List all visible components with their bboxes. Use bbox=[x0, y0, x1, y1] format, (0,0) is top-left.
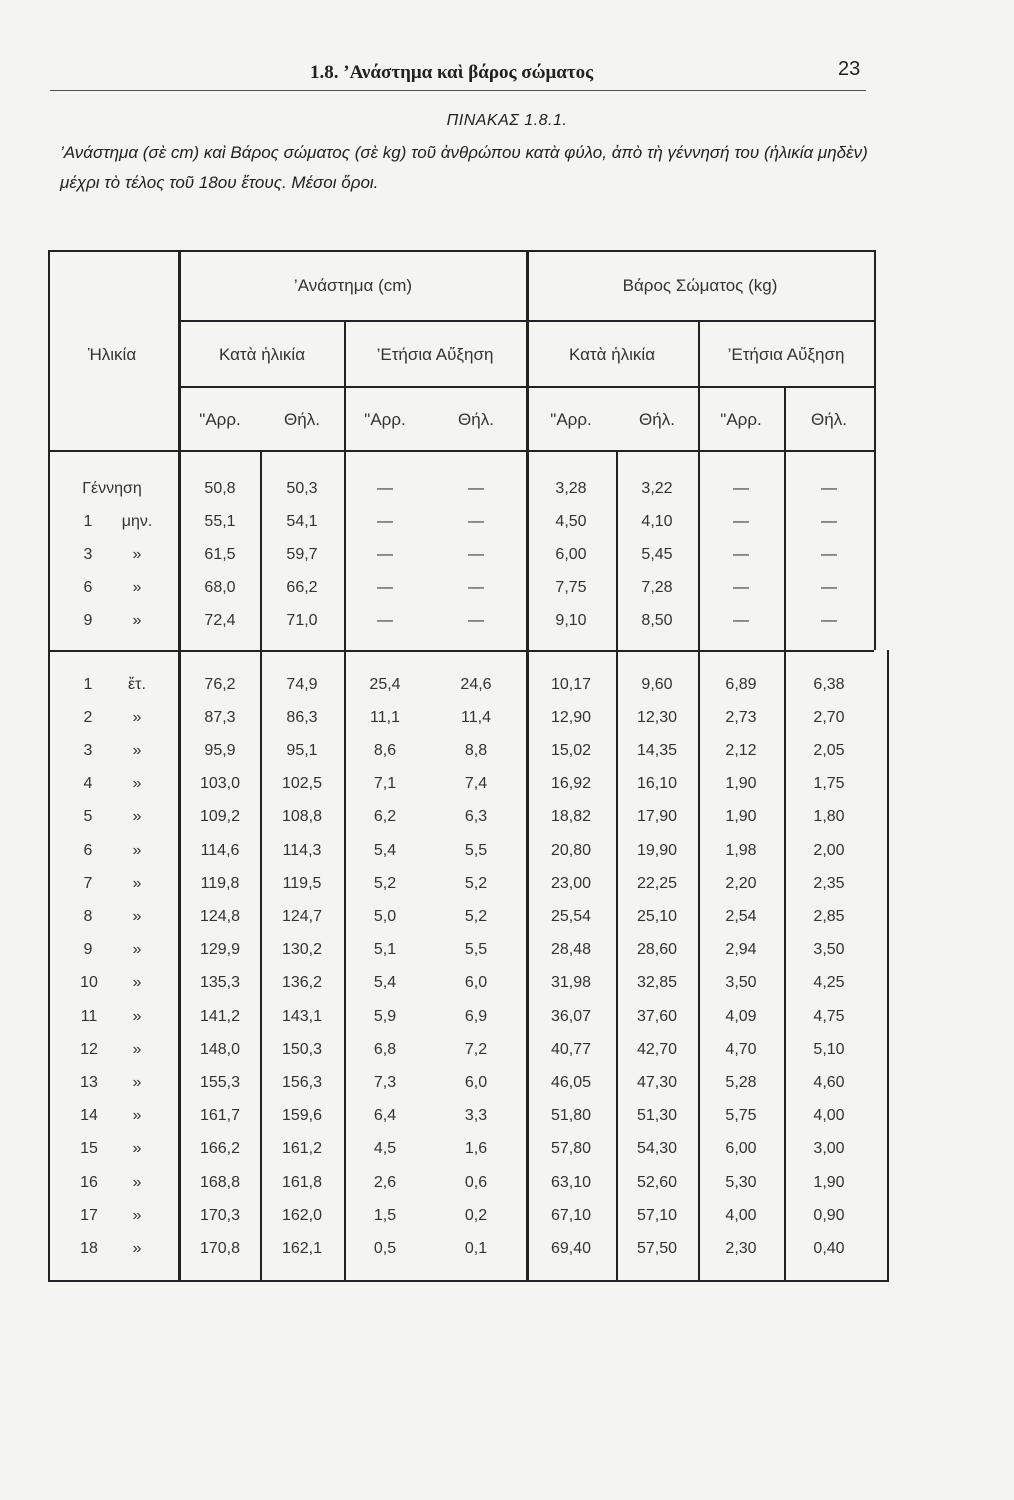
cell-w-f: 8,50 bbox=[641, 611, 673, 629]
cell-hi-f: 5,2 bbox=[464, 907, 488, 925]
cell-unit: » bbox=[132, 708, 142, 726]
cell-h-m: 109,2 bbox=[199, 808, 241, 826]
cell-age: Γέννηση bbox=[82, 479, 142, 497]
cell-hi-m: 5,2 bbox=[373, 874, 397, 892]
cell-age: 13 bbox=[80, 1073, 98, 1091]
cell-wi-m: 2,54 bbox=[725, 907, 757, 925]
cell-w-m: 31,98 bbox=[550, 974, 592, 992]
table-vertical-rule bbox=[616, 450, 618, 1280]
cell-hi-f: 7,2 bbox=[464, 1040, 488, 1058]
cell-age: 16 bbox=[80, 1173, 98, 1191]
cell-wi-m: 5,28 bbox=[725, 1073, 757, 1091]
cell-hi-f: 3,3 bbox=[464, 1107, 488, 1125]
page-header-title: 1.8. ’Ανάστημα καὶ βάρος σώματος bbox=[310, 62, 594, 83]
cell-unit: » bbox=[132, 1173, 142, 1191]
page-number: 23 bbox=[838, 58, 861, 80]
cell-h-f: 156,3 bbox=[281, 1073, 323, 1091]
cell-wi-m: 5,75 bbox=[725, 1107, 757, 1125]
cell-h-f: 95,1 bbox=[286, 741, 318, 759]
cell-h-m: 61,5 bbox=[204, 545, 236, 563]
header-male: "Αρρ. bbox=[199, 410, 241, 429]
cell-w-m: 51,80 bbox=[550, 1107, 592, 1125]
cell-wi-f: 4,75 bbox=[813, 1007, 845, 1025]
cell-age: 5 bbox=[83, 808, 93, 826]
cell-age: 1 bbox=[83, 675, 93, 693]
header-male: "Αρρ. bbox=[720, 410, 762, 429]
cell-age: 10 bbox=[80, 974, 98, 992]
cell-wi-m: 1,90 bbox=[725, 775, 757, 793]
cell-unit: » bbox=[132, 1007, 142, 1025]
data-table bbox=[48, 250, 888, 1282]
cell-hi-m: 6,8 bbox=[373, 1040, 397, 1058]
cell-w-m: 20,80 bbox=[550, 841, 592, 859]
cell-age: 3 bbox=[83, 741, 93, 759]
cell-wi-f: 1,80 bbox=[813, 808, 845, 826]
cell-wi-m: 4,09 bbox=[725, 1007, 757, 1025]
cell-hi-m: 5,9 bbox=[373, 1007, 397, 1025]
cell-unit: » bbox=[132, 611, 142, 629]
cell-w-f: 51,30 bbox=[636, 1107, 678, 1125]
cell-w-f: 9,60 bbox=[641, 675, 673, 693]
header-female: Θήλ. bbox=[458, 410, 494, 429]
cell-h-f: 162,0 bbox=[281, 1206, 323, 1224]
cell-h-f: 150,3 bbox=[281, 1040, 323, 1058]
cell-h-f: 86,3 bbox=[286, 708, 318, 726]
cell-wi-m: 3,50 bbox=[725, 974, 757, 992]
cell-hi-m: 6,4 bbox=[373, 1107, 397, 1125]
cell-hi-m: 0,5 bbox=[373, 1239, 397, 1257]
cell-hi-f: — bbox=[468, 578, 484, 596]
cell-hi-f: 24,6 bbox=[460, 675, 492, 693]
cell-h-f: 159,6 bbox=[281, 1107, 323, 1125]
table-horizontal-rule bbox=[48, 650, 874, 652]
cell-wi-m: — bbox=[733, 512, 749, 530]
cell-hi-m: — bbox=[377, 545, 393, 563]
cell-h-f: 66,2 bbox=[286, 578, 318, 596]
cell-hi-f: 8,8 bbox=[464, 741, 488, 759]
header-male: "Αρρ. bbox=[364, 410, 406, 429]
cell-w-f: 17,90 bbox=[636, 808, 678, 826]
header-female: Θήλ. bbox=[639, 410, 675, 429]
cell-w-m: 46,05 bbox=[550, 1073, 592, 1091]
cell-h-f: 161,8 bbox=[281, 1173, 323, 1191]
cell-hi-f: — bbox=[468, 479, 484, 497]
cell-hi-m: 1,5 bbox=[373, 1206, 397, 1224]
cell-h-m: 87,3 bbox=[204, 708, 236, 726]
cell-hi-m: 6,2 bbox=[373, 808, 397, 826]
cell-wi-m: 2,12 bbox=[725, 741, 757, 759]
cell-hi-m: 11,1 bbox=[370, 708, 400, 726]
header-male: "Αρρ. bbox=[550, 410, 592, 429]
cell-w-m: 57,80 bbox=[550, 1140, 592, 1158]
cell-w-m: 12,90 bbox=[550, 708, 592, 726]
cell-age: 1 bbox=[83, 512, 93, 530]
cell-wi-m: 1,90 bbox=[725, 808, 757, 826]
table-horizontal-rule bbox=[48, 450, 874, 452]
cell-h-m: 170,3 bbox=[199, 1206, 241, 1224]
table-horizontal-rule bbox=[48, 250, 874, 252]
cell-wi-f: 4,25 bbox=[813, 974, 845, 992]
cell-hi-f: 0,2 bbox=[464, 1206, 488, 1224]
cell-hi-f: 5,2 bbox=[464, 874, 488, 892]
cell-age: 18 bbox=[80, 1239, 98, 1257]
cell-w-m: 28,48 bbox=[550, 941, 592, 959]
cell-w-f: 47,30 bbox=[636, 1073, 678, 1091]
cell-w-m: 16,92 bbox=[550, 775, 592, 793]
cell-hi-f: — bbox=[468, 545, 484, 563]
table-vertical-rule bbox=[48, 250, 50, 1282]
cell-w-m: 10,17 bbox=[550, 675, 592, 693]
cell-wi-f: 3,00 bbox=[813, 1140, 845, 1158]
cell-w-f: 32,85 bbox=[636, 974, 678, 992]
header-rule bbox=[50, 90, 866, 91]
cell-w-m: 67,10 bbox=[550, 1206, 592, 1224]
cell-h-m: 114,6 bbox=[200, 841, 240, 859]
cell-w-f: 12,30 bbox=[636, 708, 678, 726]
cell-wi-m: — bbox=[733, 578, 749, 596]
header-weight-annual: ’Ετήσια Αὔξηση bbox=[727, 345, 845, 364]
cell-hi-f: 11,4 bbox=[461, 708, 491, 726]
header-female: Θήλ. bbox=[811, 410, 847, 429]
cell-h-f: 114,3 bbox=[282, 841, 322, 859]
cell-age: 6 bbox=[83, 578, 93, 596]
cell-unit: » bbox=[132, 545, 142, 563]
cell-w-m: 6,00 bbox=[555, 545, 587, 563]
cell-h-f: 50,3 bbox=[286, 479, 318, 497]
cell-h-f: 74,9 bbox=[286, 675, 318, 693]
cell-wi-m: 2,73 bbox=[725, 708, 757, 726]
table-vertical-rule bbox=[887, 650, 889, 1282]
cell-age: 9 bbox=[83, 941, 93, 959]
cell-age: 7 bbox=[83, 874, 93, 892]
cell-wi-m: 2,30 bbox=[725, 1239, 757, 1257]
table-vertical-rule bbox=[526, 250, 529, 1280]
cell-hi-m: 5,1 bbox=[373, 941, 397, 959]
table-vertical-rule bbox=[178, 250, 181, 1282]
cell-age: 2 bbox=[83, 708, 93, 726]
cell-w-m: 18,82 bbox=[550, 808, 592, 826]
cell-h-m: 148,0 bbox=[199, 1040, 241, 1058]
table-vertical-rule bbox=[260, 450, 262, 1280]
cell-wi-m: 6,89 bbox=[725, 675, 757, 693]
table-vertical-rule bbox=[698, 320, 700, 1280]
cell-h-m: 166,2 bbox=[199, 1140, 241, 1158]
cell-wi-m: 2,94 bbox=[725, 941, 757, 959]
cell-h-f: 130,2 bbox=[281, 941, 323, 959]
cell-wi-f: — bbox=[821, 578, 837, 596]
cell-h-m: 95,9 bbox=[204, 741, 236, 759]
cell-unit: » bbox=[132, 578, 142, 596]
cell-h-f: 71,0 bbox=[286, 611, 318, 629]
cell-unit: » bbox=[132, 1239, 142, 1257]
cell-unit: » bbox=[132, 808, 142, 826]
cell-wi-f: 2,05 bbox=[813, 741, 845, 759]
cell-w-m: 69,40 bbox=[550, 1239, 592, 1257]
cell-h-f: 102,5 bbox=[281, 775, 323, 793]
cell-age: 14 bbox=[80, 1107, 98, 1125]
cell-age: 15 bbox=[80, 1140, 98, 1158]
cell-h-m: 168,8 bbox=[199, 1173, 241, 1191]
cell-wi-f: 0,90 bbox=[813, 1206, 845, 1224]
cell-w-f: 4,10 bbox=[641, 512, 673, 530]
cell-wi-f: 3,50 bbox=[813, 941, 845, 959]
header-weight-by-age: Κατὰ ἡλικία bbox=[568, 345, 656, 364]
cell-age: 17 bbox=[80, 1206, 98, 1224]
cell-hi-m: — bbox=[377, 611, 393, 629]
cell-w-f: 3,22 bbox=[641, 479, 673, 497]
table-vertical-rule bbox=[874, 250, 876, 650]
cell-hi-f: 6,0 bbox=[464, 974, 488, 992]
cell-wi-f: 0,40 bbox=[813, 1239, 845, 1257]
cell-wi-f: 4,00 bbox=[813, 1107, 845, 1125]
cell-h-f: 119,5 bbox=[282, 874, 322, 892]
header-weight: Βάρος Σώματος (kg) bbox=[622, 276, 778, 295]
cell-unit: » bbox=[132, 907, 142, 925]
cell-age: 11 bbox=[80, 1007, 98, 1025]
cell-wi-f: — bbox=[821, 545, 837, 563]
cell-hi-f: 7,4 bbox=[464, 775, 488, 793]
cell-w-m: 15,02 bbox=[550, 741, 592, 759]
cell-wi-f: — bbox=[821, 479, 837, 497]
cell-age: 3 bbox=[83, 545, 93, 563]
cell-wi-f: 6,38 bbox=[813, 675, 845, 693]
cell-w-m: 7,75 bbox=[555, 578, 587, 596]
cell-unit: ἔτ. bbox=[128, 675, 146, 693]
cell-hi-m: — bbox=[377, 512, 393, 530]
cell-h-m: 155,3 bbox=[199, 1073, 241, 1091]
cell-wi-f: 5,10 bbox=[813, 1040, 845, 1058]
cell-unit: » bbox=[132, 1206, 142, 1224]
cell-w-f: 25,10 bbox=[636, 907, 678, 925]
cell-w-f: 28,60 bbox=[636, 941, 678, 959]
cell-hi-m: 8,6 bbox=[373, 741, 397, 759]
cell-wi-m: 1,98 bbox=[725, 841, 757, 859]
cell-w-m: 25,54 bbox=[550, 907, 592, 925]
cell-h-m: 119,8 bbox=[200, 874, 240, 892]
cell-unit: » bbox=[132, 741, 142, 759]
cell-wi-f: — bbox=[821, 611, 837, 629]
table-vertical-rule bbox=[784, 386, 786, 1280]
cell-hi-m: 5,4 bbox=[373, 974, 397, 992]
cell-hi-f: — bbox=[468, 512, 484, 530]
cell-h-m: 50,8 bbox=[204, 479, 236, 497]
cell-hi-f: 0,6 bbox=[464, 1173, 488, 1191]
cell-unit: » bbox=[132, 1073, 142, 1091]
cell-h-f: 108,8 bbox=[281, 808, 323, 826]
cell-unit: » bbox=[132, 941, 142, 959]
cell-w-f: 14,35 bbox=[636, 741, 678, 759]
cell-hi-m: 2,6 bbox=[373, 1173, 397, 1191]
cell-w-f: 16,10 bbox=[636, 775, 678, 793]
cell-age: 6 bbox=[83, 841, 93, 859]
header-height-annual: ’Ετήσια Αὔξηση bbox=[376, 345, 494, 364]
cell-wi-m: — bbox=[733, 545, 749, 563]
cell-w-m: 63,10 bbox=[550, 1173, 592, 1191]
cell-wi-m: 4,00 bbox=[725, 1206, 757, 1224]
cell-w-m: 36,07 bbox=[550, 1007, 592, 1025]
cell-h-m: 141,2 bbox=[199, 1007, 241, 1025]
cell-unit: » bbox=[132, 874, 142, 892]
cell-wi-m: 5,30 bbox=[725, 1173, 757, 1191]
cell-w-f: 5,45 bbox=[641, 545, 673, 563]
cell-w-m: 3,28 bbox=[555, 479, 587, 497]
cell-hi-m: — bbox=[377, 578, 393, 596]
cell-h-m: 170,8 bbox=[199, 1239, 241, 1257]
cell-h-m: 161,7 bbox=[199, 1107, 241, 1125]
table-title: ΠΙΝΑΚΑΣ 1.8.1. bbox=[446, 112, 568, 129]
cell-h-f: 54,1 bbox=[286, 512, 318, 530]
cell-hi-f: — bbox=[468, 611, 484, 629]
cell-hi-f: 6,0 bbox=[464, 1073, 488, 1091]
cell-hi-m: 4,5 bbox=[373, 1140, 397, 1158]
cell-w-f: 7,28 bbox=[641, 578, 673, 596]
table-vertical-rule bbox=[344, 320, 346, 1280]
cell-w-f: 54,30 bbox=[636, 1140, 678, 1158]
cell-hi-f: 5,5 bbox=[464, 941, 488, 959]
header-age: Ἡλικία bbox=[87, 345, 137, 364]
cell-unit: » bbox=[132, 974, 142, 992]
cell-h-m: 135,3 bbox=[199, 974, 241, 992]
cell-h-m: 103,0 bbox=[199, 775, 241, 793]
cell-hi-f: 0,1 bbox=[464, 1239, 488, 1257]
cell-hi-m: 25,4 bbox=[369, 675, 401, 693]
cell-unit: » bbox=[132, 1040, 142, 1058]
cell-hi-m: 5,0 bbox=[373, 907, 397, 925]
header-height-by-age: Κατὰ ἡλικία bbox=[218, 345, 306, 364]
cell-wi-f: 2,00 bbox=[813, 841, 845, 859]
cell-w-f: 37,60 bbox=[636, 1007, 678, 1025]
cell-w-m: 40,77 bbox=[550, 1040, 592, 1058]
cell-h-f: 59,7 bbox=[286, 545, 318, 563]
table-caption: ’Ανάστημα (σὲ cm) καὶ Βάρος σώματος (σὲ kg) τοῦ ἀνθρώπου κατὰ φύλο, ἀπὸ τὴ γέννησή του (ἡλικία μηδὲν) μέχρι τὸ τέλος τοῦ 18ου ἔτους. Μέσοι ὅροι. bbox=[60, 143, 868, 192]
cell-w-m: 9,10 bbox=[555, 611, 587, 629]
cell-unit: » bbox=[132, 841, 142, 859]
cell-h-m: 68,0 bbox=[204, 578, 236, 596]
cell-h-m: 124,8 bbox=[199, 907, 241, 925]
cell-h-m: 129,9 bbox=[199, 941, 241, 959]
cell-hi-f: 6,9 bbox=[464, 1007, 488, 1025]
cell-wi-f: — bbox=[821, 512, 837, 530]
cell-age: 9 bbox=[83, 611, 93, 629]
cell-wi-f: 2,35 bbox=[813, 874, 845, 892]
cell-hi-m: 7,1 bbox=[373, 775, 397, 793]
cell-hi-m: 5,4 bbox=[373, 841, 397, 859]
cell-unit: » bbox=[132, 1140, 142, 1158]
cell-unit: μην. bbox=[121, 512, 153, 530]
cell-w-f: 57,10 bbox=[636, 1206, 678, 1224]
cell-wi-m: 2,20 bbox=[725, 874, 757, 892]
cell-hi-f: 6,3 bbox=[464, 808, 488, 826]
cell-wi-f: 2,70 bbox=[813, 708, 845, 726]
cell-h-m: 76,2 bbox=[204, 675, 236, 693]
cell-wi-f: 1,75 bbox=[813, 775, 845, 793]
cell-hi-f: 1,6 bbox=[464, 1140, 488, 1158]
cell-w-f: 42,70 bbox=[636, 1040, 678, 1058]
cell-w-f: 22,25 bbox=[636, 874, 678, 892]
cell-hi-m: — bbox=[377, 479, 393, 497]
cell-wi-f: 4,60 bbox=[813, 1073, 845, 1091]
header-height: ’Ανάστημα (cm) bbox=[293, 276, 413, 295]
cell-h-f: 124,7 bbox=[281, 907, 323, 925]
cell-wi-f: 2,85 bbox=[813, 907, 845, 925]
cell-h-f: 143,1 bbox=[281, 1007, 323, 1025]
cell-h-m: 55,1 bbox=[204, 512, 236, 530]
cell-h-f: 162,1 bbox=[281, 1239, 323, 1257]
cell-w-f: 52,60 bbox=[636, 1173, 678, 1191]
cell-age: 4 bbox=[83, 775, 93, 793]
cell-wi-m: 6,00 bbox=[725, 1140, 757, 1158]
cell-wi-f: 1,90 bbox=[813, 1173, 845, 1191]
cell-wi-m: — bbox=[733, 611, 749, 629]
cell-w-f: 19,90 bbox=[636, 841, 678, 859]
cell-hi-f: 5,5 bbox=[464, 841, 488, 859]
cell-age: 8 bbox=[83, 907, 93, 925]
cell-hi-m: 7,3 bbox=[373, 1073, 397, 1091]
cell-unit: » bbox=[132, 775, 142, 793]
cell-unit bbox=[106, 472, 168, 505]
cell-age: 12 bbox=[80, 1040, 98, 1058]
cell-w-m: 4,50 bbox=[555, 512, 587, 530]
cell-wi-m: 4,70 bbox=[725, 1040, 757, 1058]
cell-h-m: 72,4 bbox=[204, 611, 236, 629]
cell-w-m: 23,00 bbox=[550, 874, 592, 892]
cell-w-f: 57,50 bbox=[636, 1239, 678, 1257]
cell-unit: » bbox=[132, 1107, 142, 1125]
table-horizontal-rule bbox=[48, 1280, 888, 1282]
cell-h-f: 161,2 bbox=[281, 1140, 323, 1158]
cell-h-f: 136,2 bbox=[281, 974, 323, 992]
cell-wi-m: — bbox=[733, 479, 749, 497]
header-female: Θήλ. bbox=[284, 410, 320, 429]
